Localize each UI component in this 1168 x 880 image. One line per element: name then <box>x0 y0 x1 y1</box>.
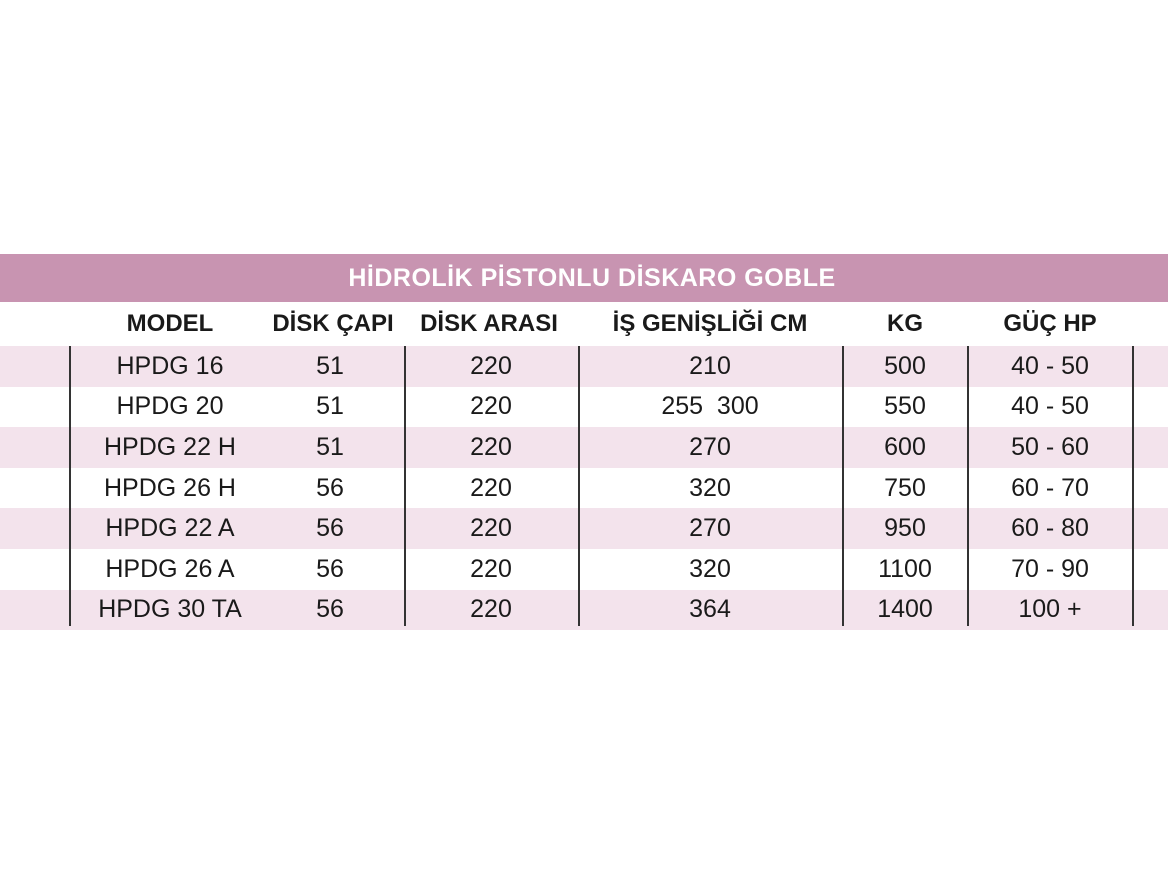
column-divider <box>842 346 844 626</box>
cell-weight: 950 <box>884 514 926 543</box>
column-divider <box>967 346 969 626</box>
cell-power: 40 - 50 <box>1011 392 1089 421</box>
cell-disk-diameter: 56 <box>316 473 344 502</box>
cell-disk-spacing: 220 <box>470 514 512 543</box>
table-row <box>0 427 1168 468</box>
column-divider <box>1132 346 1134 626</box>
column-divider <box>69 346 71 626</box>
table-row <box>0 508 1168 549</box>
cell-disk-diameter: 51 <box>316 392 344 421</box>
table-title: HİDROLİK PİSTONLU DİSKARO GOBLE <box>348 263 836 292</box>
cell-working-width: 320 <box>689 554 731 583</box>
cell-disk-spacing: 220 <box>470 392 512 421</box>
column-divider <box>404 346 406 626</box>
cell-model: HPDG 16 <box>116 351 224 380</box>
cell-power: 50 - 60 <box>1011 432 1089 461</box>
cell-power: 60 - 80 <box>1011 514 1089 543</box>
header-model: MODEL <box>126 310 214 337</box>
cell-disk-spacing: 220 <box>470 473 512 502</box>
header-weight: KG <box>887 310 923 337</box>
cell-model: HPDG 22 A <box>105 514 235 543</box>
cell-disk-diameter: 56 <box>316 595 344 624</box>
cell-model: HPDG 26 H <box>104 473 236 502</box>
cell-weight: 600 <box>884 432 926 461</box>
cell-weight: 550 <box>884 392 926 421</box>
table-row <box>0 468 1168 509</box>
table-row <box>0 387 1168 428</box>
cell-model: HPDG 30 TA <box>98 595 242 624</box>
cell-disk-diameter: 51 <box>316 432 344 461</box>
cell-model: HPDG 20 <box>116 392 224 421</box>
cell-disk-diameter: 56 <box>316 554 344 583</box>
cell-weight: 1400 <box>877 595 933 624</box>
cell-power: 100 + <box>1018 595 1082 624</box>
table-row <box>0 590 1168 631</box>
cell-power: 40 - 50 <box>1011 351 1089 380</box>
table-row <box>0 549 1168 590</box>
header-working-width: İŞ GENİŞLİĞİ CM <box>612 310 808 337</box>
table-header-row <box>0 302 1168 346</box>
cell-working-width: 270 <box>689 432 731 461</box>
cell-working-width: 364 <box>689 595 731 624</box>
cell-disk-diameter: 51 <box>316 351 344 380</box>
cell-working-width: 210 <box>689 351 731 380</box>
cell-working-width: 320 <box>689 473 731 502</box>
table-row <box>0 346 1168 387</box>
cell-weight: 750 <box>884 473 926 502</box>
cell-working-width: 270 <box>689 514 731 543</box>
cell-weight: 1100 <box>878 554 932 583</box>
cell-model: HPDG 26 A <box>105 554 235 583</box>
header-disk-diameter: DİSK ÇAPI <box>272 310 394 337</box>
cell-weight: 500 <box>884 351 926 380</box>
table-title-bar <box>0 254 1168 302</box>
cell-disk-diameter: 56 <box>316 514 344 543</box>
header-disk-spacing: DİSK ARASI <box>420 310 558 337</box>
spec-table <box>0 302 1168 630</box>
cell-model: HPDG 22 H <box>104 432 236 461</box>
cell-disk-spacing: 220 <box>470 595 512 624</box>
column-divider <box>578 346 580 626</box>
cell-disk-spacing: 220 <box>470 554 512 583</box>
header-power: GÜÇ HP <box>1003 310 1097 337</box>
cell-power: 70 - 90 <box>1011 554 1089 583</box>
cell-working-width: 255 300 <box>661 392 759 421</box>
cell-disk-spacing: 220 <box>470 432 512 461</box>
cell-disk-spacing: 220 <box>470 351 512 380</box>
cell-power: 60 - 70 <box>1011 473 1089 502</box>
